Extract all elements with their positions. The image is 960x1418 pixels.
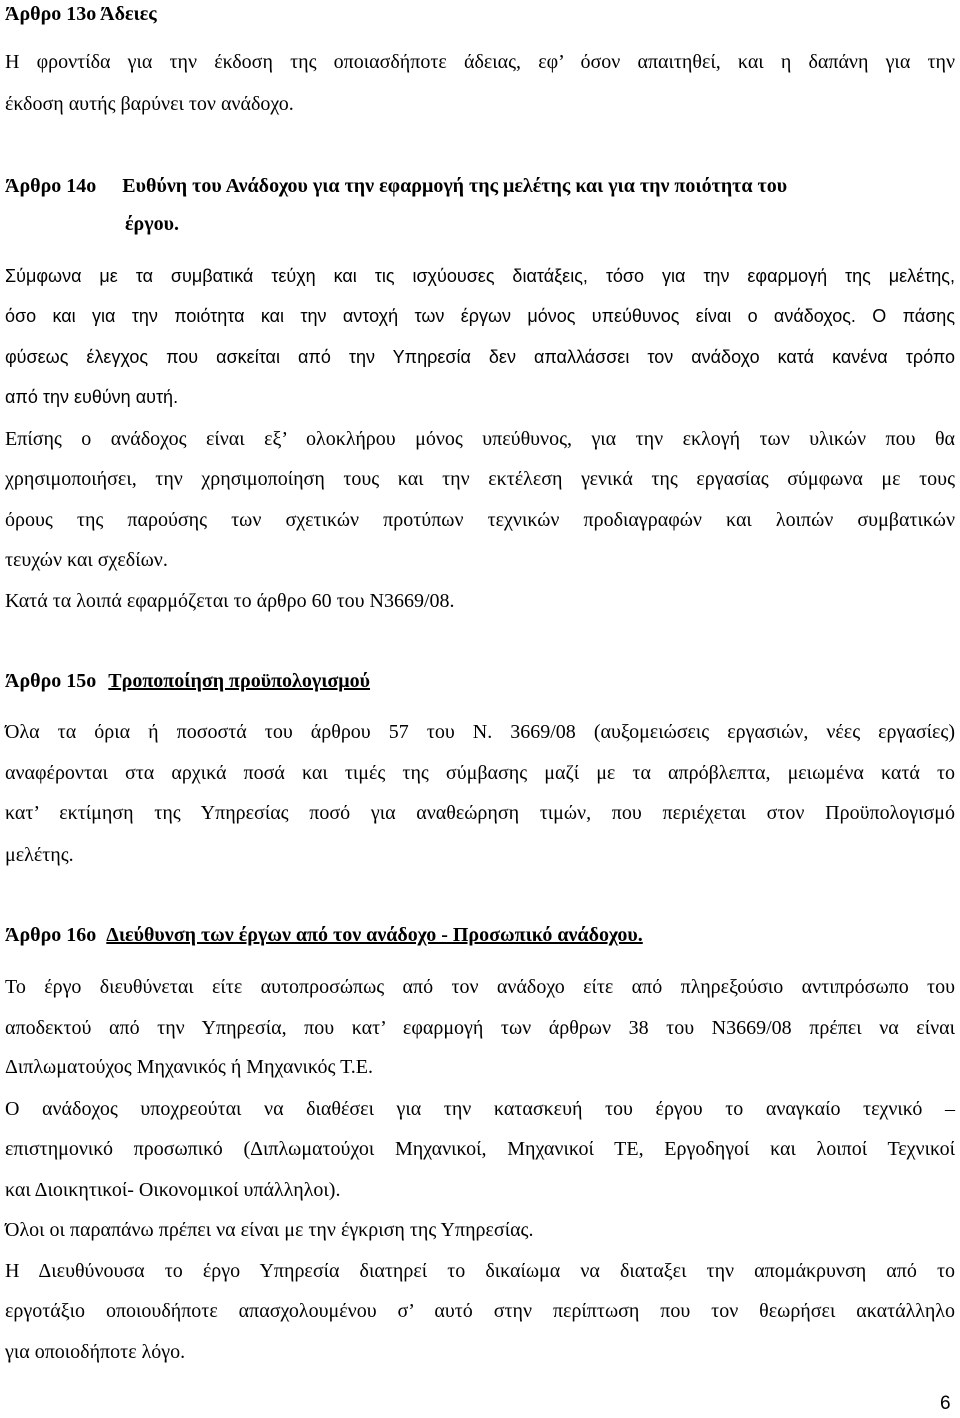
article-13-line: Η φροντίδα για την έκδοση της οποιασδήποτε άδειας, εφ’ όσον απαιτηθεί, και η δαπάνη για την bbox=[5, 51, 955, 73]
article-15-line: κατ’ εκτίμηση της Υπηρεσίας ποσό για αναθεώρηση τιμών, που περιέχεται στον Προϋπολογισμό bbox=[5, 802, 955, 824]
article-15-line: μελέτης. bbox=[5, 844, 74, 866]
article-14-heading-number: Άρθρο 14ο bbox=[5, 175, 97, 197]
article-14-line: χρησιμοποιήσει, την χρησιμοποίηση τους και την εκτέλεση γενικά της εργασίας σύμφωνα με τους bbox=[5, 468, 955, 490]
article-16-line: και Διοικητικοί- Οικονομικοί υπάλληλοι). bbox=[5, 1179, 341, 1201]
article-15-line: αναφέρονται στα αρχικά ποσά και τιμές της σύμβασης μαζί με τα απρόβλεπτα, μειωμένα κατά το bbox=[5, 762, 955, 784]
article-16-line: επιστημονικό προσωπικό (Διπλωματούχοι Μηχανικοί, Μηχανικοί ΤΕ, Εργοδηγοί και λοιποί Τεχνικοί bbox=[5, 1138, 955, 1160]
article-14-line: Σύμφωνα με τα συμβατικά τεύχη και τις ισχύουσες διατάξεις, τόσο για την εφαρμογή της μελέτης, bbox=[5, 266, 955, 286]
article-14-heading-continuation: έργου. bbox=[125, 213, 179, 235]
article-15-heading-title: Τροποποίηση προϋπολογισμού bbox=[108, 670, 371, 692]
article-14-line: φύσεως έλεγχος που ασκείται από την Υπηρεσία δεν απαλλάσσει τον ανάδοχο κατά κανένα τρόπο bbox=[5, 347, 955, 367]
article-14-heading-title: Ευθύνη του Ανάδοχου για την εφαρμογή της μελέτης και για την ποιότητα του bbox=[122, 175, 788, 197]
article-16-line: για οποιοδήποτε λόγο. bbox=[5, 1341, 186, 1363]
article-16-line: Διπλωματούχος Μηχανικός ή Μηχανικός Τ.Ε. bbox=[5, 1056, 374, 1078]
article-13-heading: Άρθρο 13ο Άδειες bbox=[5, 3, 157, 25]
article-16-line: Όλοι οι παραπάνω πρέπει να είναι με την έγκριση της Υπηρεσίας. bbox=[5, 1219, 534, 1241]
article-13-line: έκδοση αυτής βαρύνει τον ανάδοχο. bbox=[5, 93, 294, 115]
article-16-line: Ο ανάδοχος υποχρεούται να διαθέσει για την κατασκευή του έργου το αναγκαίο τεχνικό – bbox=[5, 1098, 955, 1120]
article-16-heading-number: Άρθρο 16ο bbox=[5, 924, 97, 946]
article-14-line: από την ευθύνη αυτή. bbox=[5, 387, 179, 407]
article-14-line: Επίσης ο ανάδοχος είναι εξ’ ολοκλήρου μόνος υπεύθυνος, για την εκλογή των υλικών που θα bbox=[5, 428, 955, 450]
article-16-line: εργοτάξιο οποιουδήποτε απασχολουμένου σ’ αυτό στην περίπτωση που τον θεωρήσει ακατάλληλο bbox=[5, 1300, 955, 1322]
article-15-heading bbox=[5, 669, 370, 693]
article-14-line: τευχών και σχεδίων. bbox=[5, 549, 168, 571]
article-14-line: όσο και για την ποιότητα και την αντοχή των έργων μόνος υπεύθυνος είναι ο ανάδοχος. Ο πάσης bbox=[5, 306, 955, 326]
article-16-line: Το έργο διευθύνεται είτε αυτοπροσώπως από τον ανάδοχο είτε από πληρεξούσιο αντιπρόσωπο του bbox=[5, 976, 955, 998]
page-number: 6 bbox=[940, 1393, 951, 1414]
article-15-heading-number: Άρθρο 15ο bbox=[5, 670, 97, 692]
article-14-line: Κατά τα λοιπά εφαρμόζεται το άρθρο 60 του Ν3669/08. bbox=[5, 590, 455, 612]
article-16-heading-title: Διεύθυνση των έργων από τον ανάδοχο - Προσωπικό ανάδοχου. bbox=[106, 924, 643, 946]
article-16-line: αποδεκτού από την Υπηρεσία, που κατ’ εφαρμογή των άρθρων 38 του Ν3669/08 πρέπει να είναι bbox=[5, 1017, 955, 1039]
article-16-line: Η Διευθύνουσα το έργο Υπηρεσία διατηρεί το δικαίωμα να διαταξει την απομάκρυνση από το bbox=[5, 1260, 955, 1282]
article-14-heading bbox=[5, 174, 787, 198]
article-16-heading bbox=[5, 923, 643, 947]
article-14-line: όρους της παρούσης των σχετικών προτύπων τεχνικών προδιαγραφών και λοιπών συμβατικών bbox=[5, 509, 955, 531]
article-15-line: Όλα τα όρια ή ποσοστά του άρθρου 57 του Ν. 3669/08 (αυξομειώσεις εργασιών, νέες εργασίες) bbox=[5, 721, 955, 743]
